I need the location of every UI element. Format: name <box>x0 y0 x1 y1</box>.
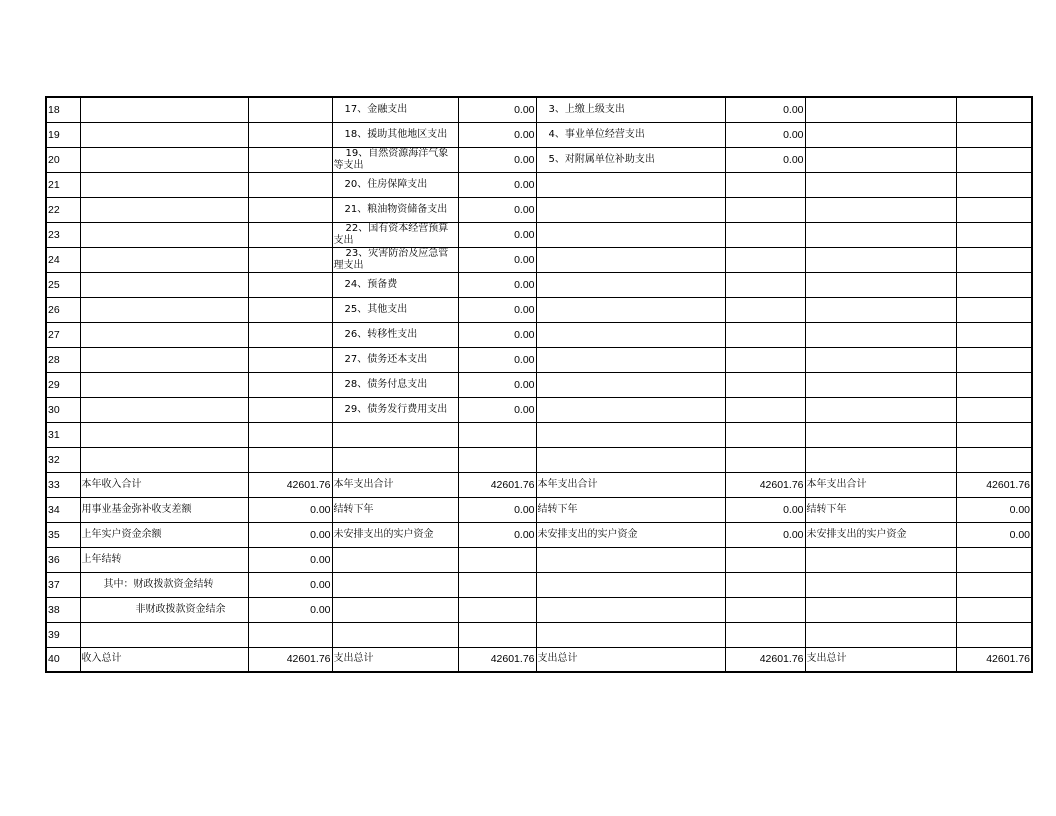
income-amount-cell <box>248 297 332 322</box>
income-amount-cell: 0.00 <box>248 597 332 622</box>
expense-amount-cell: 42601.76 <box>458 472 536 497</box>
expense-item-3-cell <box>805 247 956 272</box>
expense-item-cell: 29、债务发行费用支出 <box>332 397 458 422</box>
expense-amount-cell: 0.00 <box>458 297 536 322</box>
row-index-cell: 23 <box>46 222 80 247</box>
row-index-cell: 31 <box>46 422 80 447</box>
expense-amount-2-cell <box>725 622 805 647</box>
expense-amount-3-cell <box>956 172 1032 197</box>
expense-item-3-cell <box>805 447 956 472</box>
income-item-cell <box>80 222 248 247</box>
expense-amount-3-cell <box>956 422 1032 447</box>
expense-amount-3-cell <box>956 597 1032 622</box>
income-amount-cell <box>248 97 332 122</box>
row-index-cell: 39 <box>46 622 80 647</box>
row-index-cell: 24 <box>46 247 80 272</box>
expense-item-cell: 20、住房保障支出 <box>332 172 458 197</box>
row-index-cell: 26 <box>46 297 80 322</box>
income-amount-cell <box>248 122 332 147</box>
expense-amount-3-cell <box>956 622 1032 647</box>
expense-item-cell: 28、债务付息支出 <box>332 372 458 397</box>
expense-item-2-cell: 支出总计 <box>536 647 725 672</box>
income-item-cell: 上年结转 <box>80 547 248 572</box>
expense-item-cell: 27、债务还本支出 <box>332 347 458 372</box>
table-row <box>46 322 1032 347</box>
income-amount-cell <box>248 247 332 272</box>
expense-item-cell <box>332 572 458 597</box>
expense-amount-cell <box>458 447 536 472</box>
expense-item-line-1: 23、灾害防治及应急管 <box>345 247 449 259</box>
expense-amount-3-cell <box>956 222 1032 247</box>
expense-amount-cell: 0.00 <box>458 397 536 422</box>
income-amount-cell: 0.00 <box>248 522 332 547</box>
expense-amount-3-cell <box>956 397 1032 422</box>
expense-item-3-cell <box>805 597 956 622</box>
table-row <box>46 247 1032 272</box>
expense-item-2-cell: 未安排支出的实户资金 <box>536 522 725 547</box>
income-amount-cell <box>248 197 332 222</box>
expense-amount-3-cell <box>956 147 1032 172</box>
expense-item-2-cell <box>536 547 725 572</box>
expense-amount-cell <box>458 422 536 447</box>
table-row <box>46 122 1032 147</box>
income-amount-cell <box>248 222 332 247</box>
expense-item-2-cell <box>536 222 725 247</box>
expense-item-2-cell <box>536 572 725 597</box>
expense-item-2-cell <box>536 347 725 372</box>
expense-amount-3-cell <box>956 372 1032 397</box>
expense-item-2-cell <box>536 272 725 297</box>
expense-item-line-2: 理支出 <box>333 259 364 271</box>
row-index-cell: 25 <box>46 272 80 297</box>
expense-item-cell <box>332 622 458 647</box>
income-item-cell <box>80 622 248 647</box>
expense-amount-2-cell <box>725 397 805 422</box>
income-item-cell: 非财政拨款资金结余 <box>80 597 248 622</box>
table-row <box>46 97 1032 122</box>
expense-item-cell: 26、转移性支出 <box>332 322 458 347</box>
table-row <box>46 522 1032 547</box>
income-item-cell <box>80 122 248 147</box>
expense-item-2-cell <box>536 447 725 472</box>
expense-item-2-cell: 3、上缴上级支出 <box>536 97 725 122</box>
expense-amount-3-cell <box>956 97 1032 122</box>
row-index-cell: 28 <box>46 347 80 372</box>
expense-amount-3-cell <box>956 297 1032 322</box>
expense-item-cell: 未安排支出的实户资金 <box>332 522 458 547</box>
expense-item-line-1: 19、自然资源海洋气象 <box>345 147 449 159</box>
income-item-cell <box>80 322 248 347</box>
expense-item-cell <box>332 247 458 272</box>
expense-amount-2-cell <box>725 572 805 597</box>
expense-amount-3-cell: 42601.76 <box>956 472 1032 497</box>
income-amount-cell <box>248 622 332 647</box>
expense-item-2-cell <box>536 622 725 647</box>
expense-amount-2-cell <box>725 322 805 347</box>
expense-item-2-cell: 结转下年 <box>536 497 725 522</box>
expense-item-2-cell <box>536 397 725 422</box>
table-row <box>46 297 1032 322</box>
expense-amount-3-cell <box>956 347 1032 372</box>
expense-amount-3-cell <box>956 572 1032 597</box>
expense-amount-3-cell: 0.00 <box>956 497 1032 522</box>
expense-amount-2-cell: 0.00 <box>725 147 805 172</box>
row-index-cell: 40 <box>46 647 80 672</box>
income-item-cell <box>80 422 248 447</box>
expense-amount-cell <box>458 547 536 572</box>
expense-item-cell: 结转下年 <box>332 497 458 522</box>
expense-amount-cell: 0.00 <box>458 522 536 547</box>
income-item-cell: 收入总计 <box>80 647 248 672</box>
expense-amount-cell: 0.00 <box>458 97 536 122</box>
expense-item-3-cell <box>805 147 956 172</box>
expense-item-cell: 21、粮油物资储备支出 <box>332 197 458 222</box>
expense-item-line-1: 22、国有资本经营预算 <box>345 222 449 234</box>
expense-amount-2-cell <box>725 272 805 297</box>
income-amount-cell <box>248 397 332 422</box>
income-amount-cell <box>248 347 332 372</box>
expense-amount-cell: 42601.76 <box>458 647 536 672</box>
expense-amount-2-cell <box>725 372 805 397</box>
expense-item-cell: 25、其他支出 <box>332 297 458 322</box>
income-amount-cell: 42601.76 <box>248 647 332 672</box>
expense-amount-2-cell: 0.00 <box>725 97 805 122</box>
expense-amount-cell: 0.00 <box>458 272 536 297</box>
expense-amount-cell: 0.00 <box>458 372 536 397</box>
expense-amount-2-cell <box>725 347 805 372</box>
expense-item-3-cell <box>805 122 956 147</box>
expense-amount-cell: 0.00 <box>458 172 536 197</box>
expense-item-cell <box>332 422 458 447</box>
expense-amount-3-cell <box>956 197 1032 222</box>
expense-item-2-cell <box>536 422 725 447</box>
income-item-cell <box>80 97 248 122</box>
expense-item-3-cell: 结转下年 <box>805 497 956 522</box>
expense-item-2-cell <box>536 197 725 222</box>
expense-item-cell: 18、援助其他地区支出 <box>332 122 458 147</box>
expense-item-cell <box>332 222 458 247</box>
expense-amount-cell <box>458 572 536 597</box>
table-row <box>46 472 1032 497</box>
row-index-cell: 22 <box>46 197 80 222</box>
income-amount-cell <box>248 372 332 397</box>
income-item-cell <box>80 347 248 372</box>
expense-amount-2-cell <box>725 247 805 272</box>
expense-item-cell: 17、金融支出 <box>332 97 458 122</box>
expense-amount-2-cell: 42601.76 <box>725 472 805 497</box>
income-amount-cell <box>248 447 332 472</box>
expense-item-2-cell <box>536 372 725 397</box>
expense-amount-cell: 0.00 <box>458 147 536 172</box>
income-amount-cell <box>248 422 332 447</box>
income-item-cell <box>80 372 248 397</box>
table-row <box>46 222 1032 247</box>
expense-amount-cell: 0.00 <box>458 122 536 147</box>
row-index-cell: 19 <box>46 122 80 147</box>
expense-amount-2-cell <box>725 297 805 322</box>
expense-item-3-cell <box>805 397 956 422</box>
expense-amount-3-cell: 42601.76 <box>956 647 1032 672</box>
expense-item-cell <box>332 447 458 472</box>
table-row <box>46 597 1032 622</box>
income-item-cell <box>80 447 248 472</box>
expense-amount-cell: 0.00 <box>458 197 536 222</box>
table-row <box>46 397 1032 422</box>
income-amount-cell: 0.00 <box>248 572 332 597</box>
income-amount-cell: 0.00 <box>248 497 332 522</box>
table-row <box>46 147 1032 172</box>
expense-item-3-cell <box>805 347 956 372</box>
expense-amount-2-cell: 42601.76 <box>725 647 805 672</box>
expense-item-3-cell <box>805 97 956 122</box>
income-amount-cell: 0.00 <box>248 547 332 572</box>
expense-item-3-cell <box>805 572 956 597</box>
expense-amount-3-cell: 0.00 <box>956 522 1032 547</box>
row-index-cell: 36 <box>46 547 80 572</box>
income-amount-cell: 42601.76 <box>248 472 332 497</box>
expense-amount-2-cell: 0.00 <box>725 122 805 147</box>
expense-amount-3-cell <box>956 122 1032 147</box>
expense-item-2-cell <box>536 247 725 272</box>
expense-item-cell <box>332 547 458 572</box>
row-index-cell: 20 <box>46 147 80 172</box>
table-row <box>46 422 1032 447</box>
table-row <box>46 197 1032 222</box>
row-index-cell: 21 <box>46 172 80 197</box>
expense-item-3-cell <box>805 422 956 447</box>
row-index-cell: 18 <box>46 97 80 122</box>
expense-item-2-cell <box>536 597 725 622</box>
row-index-cell: 37 <box>46 572 80 597</box>
expense-item-3-cell <box>805 322 956 347</box>
expense-amount-cell: 0.00 <box>458 247 536 272</box>
income-item-cell <box>80 397 248 422</box>
expense-item-line-2: 等支出 <box>333 159 364 171</box>
row-index-cell: 27 <box>46 322 80 347</box>
expense-amount-3-cell <box>956 322 1032 347</box>
income-amount-cell <box>248 272 332 297</box>
budget-table <box>45 96 1033 673</box>
income-item-cell: 用事业基金弥补收支差额 <box>80 497 248 522</box>
expense-item-cell <box>332 597 458 622</box>
expense-item-3-cell <box>805 272 956 297</box>
income-item-cell <box>80 172 248 197</box>
table-row <box>46 447 1032 472</box>
expense-amount-3-cell <box>956 247 1032 272</box>
expense-amount-cell: 0.00 <box>458 222 536 247</box>
expense-amount-2-cell <box>725 447 805 472</box>
table-row <box>46 372 1032 397</box>
expense-item-3-cell: 未安排支出的实户资金 <box>805 522 956 547</box>
expense-amount-cell <box>458 597 536 622</box>
expense-item-cell: 本年支出合计 <box>332 472 458 497</box>
expense-item-3-cell: 支出总计 <box>805 647 956 672</box>
expense-amount-2-cell <box>725 547 805 572</box>
expense-item-line-2: 支出 <box>333 234 354 246</box>
row-index-cell: 34 <box>46 497 80 522</box>
income-item-cell <box>80 197 248 222</box>
expense-item-3-cell <box>805 172 956 197</box>
row-index-cell: 30 <box>46 397 80 422</box>
income-item-cell: 上年实户资金余额 <box>80 522 248 547</box>
expense-amount-2-cell: 0.00 <box>725 522 805 547</box>
row-index-cell: 32 <box>46 447 80 472</box>
expense-item-3-cell <box>805 372 956 397</box>
expense-item-3-cell <box>805 197 956 222</box>
expense-item-2-cell <box>536 322 725 347</box>
expense-item-3-cell <box>805 547 956 572</box>
expense-amount-2-cell <box>725 172 805 197</box>
expense-item-cell: 支出总计 <box>332 647 458 672</box>
table-row <box>46 347 1032 372</box>
expense-item-2-cell: 本年支出合计 <box>536 472 725 497</box>
expense-amount-2-cell <box>725 597 805 622</box>
expense-item-2-cell: 4、事业单位经营支出 <box>536 122 725 147</box>
income-item-cell <box>80 147 248 172</box>
table-row <box>46 547 1032 572</box>
expense-item-2-cell <box>536 172 725 197</box>
expense-amount-3-cell <box>956 272 1032 297</box>
income-item-cell <box>80 247 248 272</box>
income-item-cell <box>80 297 248 322</box>
expense-amount-3-cell <box>956 447 1032 472</box>
expense-amount-cell: 0.00 <box>458 497 536 522</box>
income-amount-cell <box>248 322 332 347</box>
income-item-cell <box>80 272 248 297</box>
expense-item-cell <box>332 147 458 172</box>
expense-item-3-cell <box>805 622 956 647</box>
income-item-cell: 其中：财政拨款资金结转 <box>80 572 248 597</box>
table-row <box>46 572 1032 597</box>
expense-amount-2-cell <box>725 197 805 222</box>
expense-amount-cell: 0.00 <box>458 347 536 372</box>
table-row <box>46 497 1032 522</box>
row-index-cell: 29 <box>46 372 80 397</box>
table-row <box>46 272 1032 297</box>
expense-amount-3-cell <box>956 547 1032 572</box>
expense-item-3-cell <box>805 222 956 247</box>
table-row <box>46 622 1032 647</box>
row-index-cell: 33 <box>46 472 80 497</box>
expense-amount-2-cell <box>725 422 805 447</box>
income-item-cell: 本年收入合计 <box>80 472 248 497</box>
row-index-cell: 38 <box>46 597 80 622</box>
expense-amount-cell: 0.00 <box>458 322 536 347</box>
income-amount-cell <box>248 147 332 172</box>
expense-amount-2-cell: 0.00 <box>725 497 805 522</box>
expense-item-2-cell: 5、对附属单位补助支出 <box>536 147 725 172</box>
expense-item-3-cell: 本年支出合计 <box>805 472 956 497</box>
table-row <box>46 172 1032 197</box>
expense-item-2-cell <box>536 297 725 322</box>
income-amount-cell <box>248 172 332 197</box>
expense-amount-cell <box>458 622 536 647</box>
expense-item-cell: 24、预备费 <box>332 272 458 297</box>
row-index-cell: 35 <box>46 522 80 547</box>
expense-amount-2-cell <box>725 222 805 247</box>
expense-item-3-cell <box>805 297 956 322</box>
table-row <box>46 647 1032 672</box>
